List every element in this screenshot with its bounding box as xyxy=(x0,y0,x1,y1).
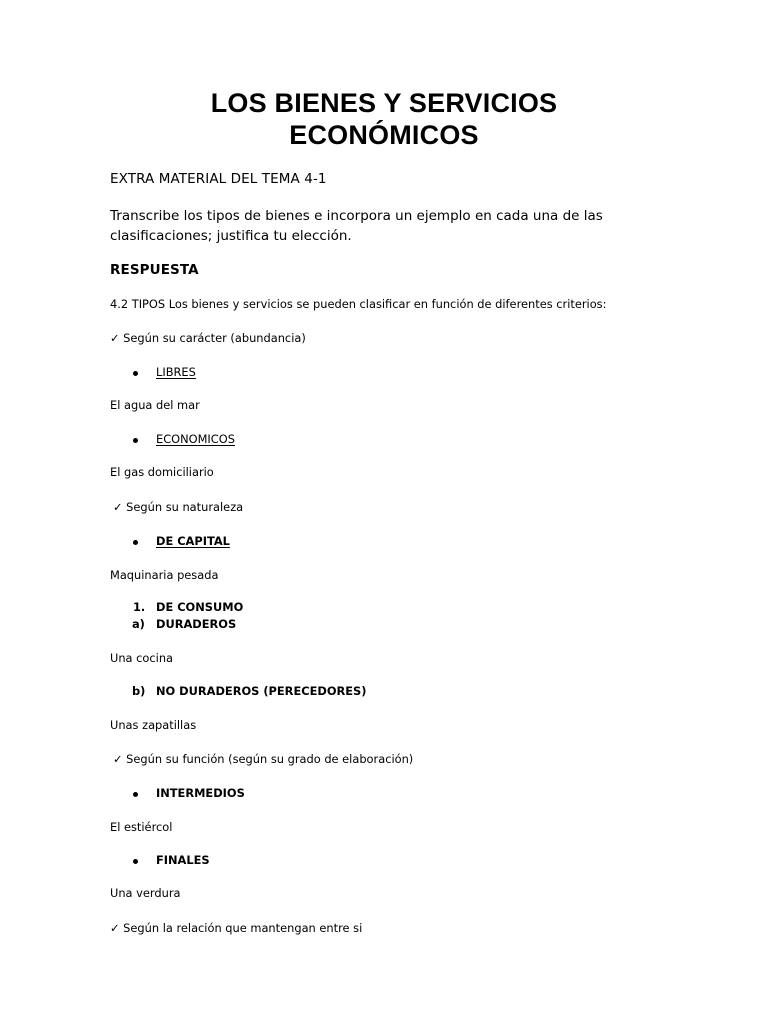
answer-heading: RESPUESTA xyxy=(110,262,199,278)
list-marker-b: b) xyxy=(132,684,146,698)
criterion-caracter: ✓ Según su carácter (abundancia) xyxy=(110,331,306,345)
example-finales: Una verdura xyxy=(110,886,181,900)
intro-text: 4.2 TIPOS Los bienes y servicios se pueden clasificar en función de diferentes criterios: xyxy=(110,297,607,311)
item-no-duraderos: NO DURADEROS (PERECEDORES) xyxy=(156,684,367,698)
item-capital: DE CAPITAL xyxy=(156,534,230,548)
bullet-icon xyxy=(133,859,138,864)
example-economicos: El gas domiciliario xyxy=(110,465,214,479)
instruction-paragraph: Transcribe los tipos de bienes e incorpora un ejemplo en cada una de las clasificaciones; justifica tu elección. xyxy=(110,208,603,244)
list-marker-a: a) xyxy=(132,617,145,631)
list-marker-1: 1. xyxy=(133,600,146,614)
example-duraderos: Una cocina xyxy=(110,651,174,665)
document-title-line-2: ECONÓMICOS xyxy=(289,120,479,150)
bullet-icon xyxy=(133,371,138,376)
bullet-icon xyxy=(133,792,138,797)
bullet-icon xyxy=(133,540,138,545)
item-economicos: ECONOMICOS xyxy=(156,432,235,446)
subtitle: EXTRA MATERIAL DEL TEMA 4-1 xyxy=(110,171,327,187)
criterion-naturaleza: ✓ Según su naturaleza xyxy=(113,500,244,514)
example-capital: Maquinaria pesada xyxy=(110,568,219,582)
bullet-icon xyxy=(133,438,138,443)
example-no-duraderos: Unas zapatillas xyxy=(110,718,197,732)
criterion-relacion: ✓ Según la relación que mantengan entre si xyxy=(110,921,363,935)
document-title-line-1: LOS BIENES Y SERVICIOS xyxy=(210,88,558,118)
item-libres: LIBRES xyxy=(156,365,196,379)
item-finales: FINALES xyxy=(156,853,210,867)
item-consumo: DE CONSUMO xyxy=(156,600,244,614)
item-intermedios: INTERMEDIOS xyxy=(156,786,245,800)
item-duraderos: DURADEROS xyxy=(156,617,237,631)
criterion-funcion: ✓ Según su función (según su grado de elaboración) xyxy=(113,752,414,766)
example-intermedios: El estiércol xyxy=(110,820,173,834)
example-libres: El agua del mar xyxy=(110,398,200,412)
